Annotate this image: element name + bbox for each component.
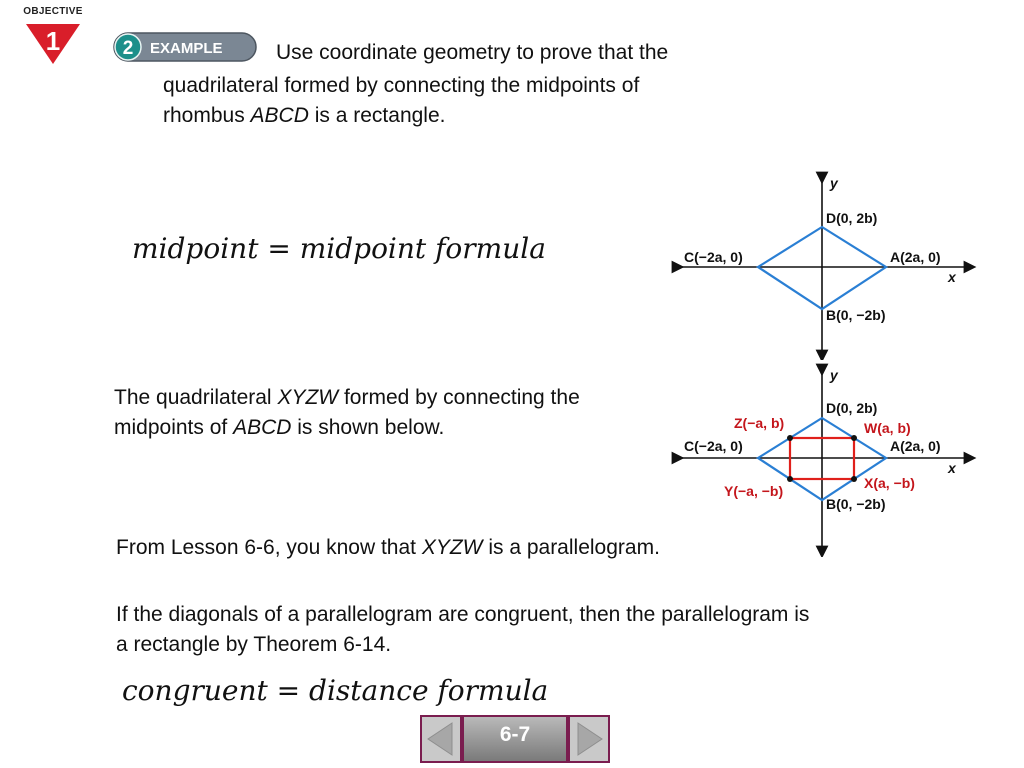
objective-triangle-icon <box>14 6 92 68</box>
example-label: EXAMPLE <box>150 40 223 57</box>
intro-abcd: ABCD <box>250 104 309 127</box>
example-badge <box>112 30 258 64</box>
label-a: A(2a, 0) <box>890 438 941 454</box>
label-d: D(0, 2b) <box>826 210 878 226</box>
intro-line-3-post: is a rectangle. <box>308 104 446 127</box>
point-w <box>851 435 857 441</box>
y-axis-label: y <box>830 367 838 383</box>
objective-badge <box>14 6 92 68</box>
example-number: 2 <box>122 38 134 59</box>
point-y <box>787 476 793 482</box>
lesson-number: 6-7 <box>499 723 531 746</box>
y-axis-label: y <box>830 175 838 191</box>
next-button[interactable] <box>570 717 608 761</box>
para1-mid: formed by connecting the <box>338 386 580 409</box>
para2-xyzw: XYZW <box>421 536 483 559</box>
label-y: Y(−a, −b) <box>724 483 784 499</box>
intro-line-3-pre: rhombus <box>163 104 251 127</box>
para1-xyzw: XYZW <box>277 386 339 409</box>
example-pill-icon <box>112 30 258 64</box>
arrow-right-icon <box>570 717 608 761</box>
x-axis-label: x <box>948 269 956 285</box>
para2 <box>116 532 660 563</box>
para1-line-1 <box>114 382 580 413</box>
label-c: C(−2a, 0) <box>684 249 743 265</box>
para3-line-1: If the diagonals of a parallelogram are congruent, then the parallelogram is <box>116 603 810 626</box>
point-x <box>851 476 857 482</box>
objective-label: OBJECTIVE <box>23 6 83 17</box>
para2-pre: From Lesson 6-6, you know that <box>116 536 422 559</box>
intro-line-1: Use coordinate geometry to prove that the <box>276 41 669 64</box>
congruent-formula: congruent = distance formula <box>122 674 549 707</box>
point-z <box>787 435 793 441</box>
intro-line-3 <box>163 100 445 131</box>
para1-abcd: ABCD <box>233 416 292 439</box>
para3-line-2: a rectangle by Theorem 6-14. <box>116 633 392 656</box>
label-c: C(−2a, 0) <box>684 438 743 454</box>
label-z: Z(−a, b) <box>734 415 785 431</box>
intro-line-2: quadrilateral formed by connecting the midpoints of <box>163 74 640 97</box>
midpoint-formula: midpoint = midpoint formula <box>132 232 546 265</box>
label-b: B(0, −2b) <box>826 307 886 323</box>
label-x: X(a, −b) <box>864 475 915 491</box>
midpoint-rectangle-diagram <box>670 362 980 557</box>
label-b: B(0, −2b) <box>826 496 886 512</box>
prev-button[interactable] <box>422 717 460 761</box>
lesson-nav <box>420 715 610 763</box>
label-a: A(2a, 0) <box>890 249 941 265</box>
para1-line2-pre: midpoints of <box>114 416 234 439</box>
rhombus-diagram <box>670 170 980 360</box>
x-axis-label: x <box>948 460 956 476</box>
para1-line2-post: is shown below. <box>291 416 445 439</box>
label-d: D(0, 2b) <box>826 400 878 416</box>
arrow-left-icon <box>422 717 460 761</box>
objective-number: 1 <box>45 26 61 56</box>
lesson-number-button[interactable] <box>464 717 566 761</box>
label-w: W(a, b) <box>864 420 911 436</box>
para1-pre: The quadrilateral <box>114 386 278 409</box>
para1-line-2 <box>114 412 444 443</box>
para2-post: is a parallelogram. <box>482 536 660 559</box>
